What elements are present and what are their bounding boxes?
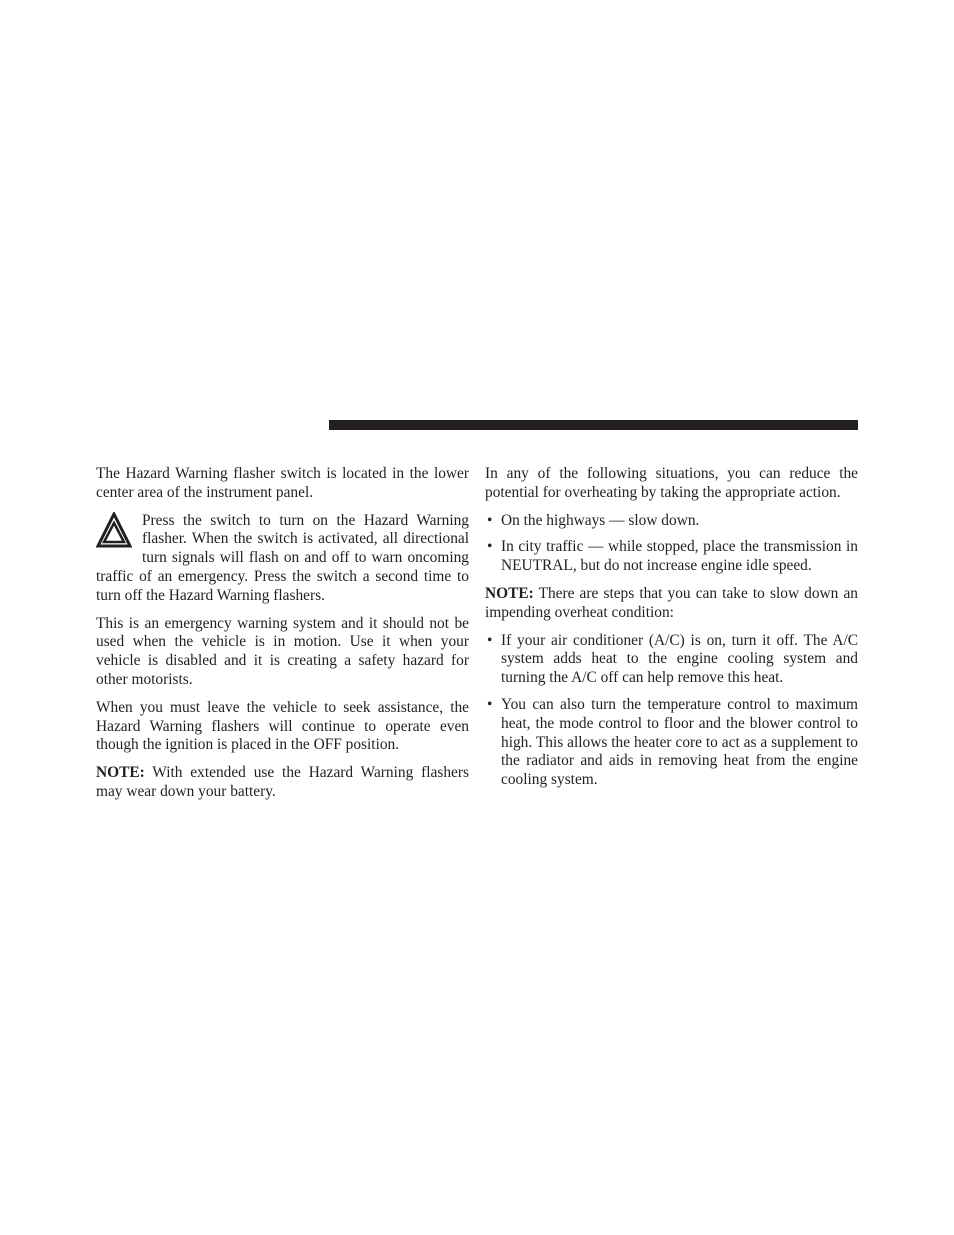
section-header-bar	[329, 420, 858, 430]
note-text: There are steps that you can take to slow down an impending overheat condition:	[485, 584, 858, 621]
situation-list	[485, 512, 858, 576]
bullet: •	[487, 695, 493, 713]
note-label: NOTE:	[485, 584, 534, 602]
bullet: •	[487, 511, 493, 529]
list-item: • In city traffic — while stopped, place the transmission in NEUTRAL, but do not increase engine idle speed.	[487, 538, 858, 575]
emergency-system-paragraph: This is an emergency warning system and it should not be used when the vehicle is in motion. Use it when your vehicle is disabled and it is creating a safety hazard for other motorists.	[96, 614, 469, 688]
battery-note-paragraph	[96, 764, 469, 802]
note-label: NOTE:	[96, 764, 145, 782]
list-item: • On the highways — slow down.	[487, 511, 700, 529]
hazard-location-paragraph: The Hazard Warning flasher switch is located in the lower center area of the instrument panel.	[96, 465, 469, 501]
steps-list	[485, 632, 858, 790]
leave-vehicle-paragraph: When you must leave the vehicle to seek assistance, the Hazard Warning flashers will continue to operate even though the ignition is placed in the OFF position.	[96, 698, 469, 754]
note-text: With extended use the Hazard Warning flashers may wear down your battery.	[96, 764, 469, 800]
overheating-intro-paragraph: In any of the following situations, you can reduce the potential for overheating by taking the appropriate action.	[485, 465, 858, 501]
bullet: •	[487, 631, 493, 649]
list-item: • If your air conditioner (A/C) is on, turn it off. The A/C system adds heat to the engine cooling system and turning the A/C off can help remove this heat.	[487, 631, 858, 687]
bullet: •	[487, 538, 493, 556]
hazard-press-paragraph	[96, 512, 469, 606]
left-column	[96, 465, 469, 811]
hazard-press-text: Press the switch to turn on the Hazard Warning flasher. When the switch is activated, all directional turn signals will flash on and off to warn oncoming traffic of an emergency. Press the switch a second time to turn off the Hazard Warning flashers.	[96, 511, 469, 604]
hazard-warning-triangle-icon	[96, 512, 132, 550]
right-column	[485, 465, 858, 799]
list-item: • You can also turn the temperature control to maximum heat, the mode control to floor and the blower control to high. This allows the heater core to act as a supplement to the radiator and aids in removing heat from the engine cooling system.	[487, 695, 858, 789]
overheat-note-paragraph	[485, 585, 858, 623]
